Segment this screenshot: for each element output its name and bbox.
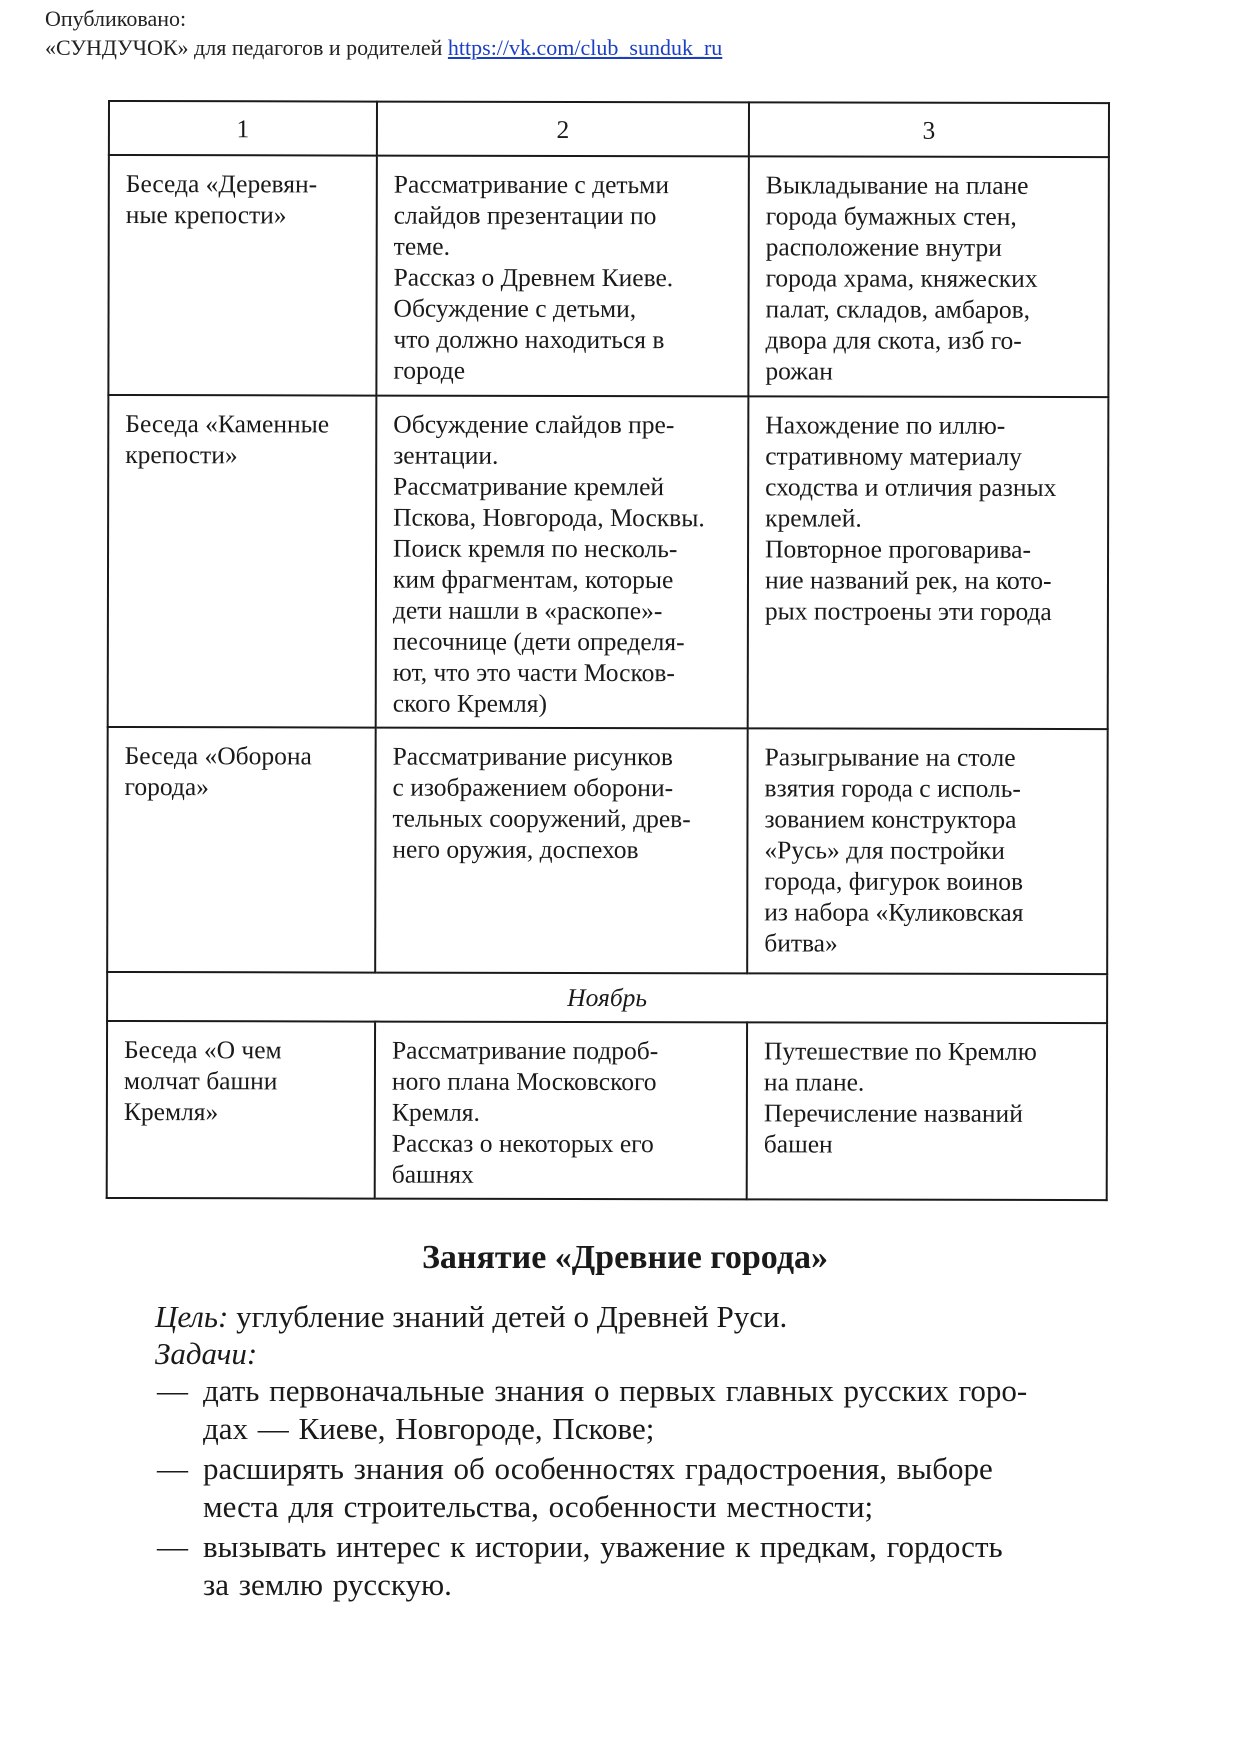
cell-line: взятия города с исполь-	[764, 773, 1021, 803]
cell-line: крепости»	[125, 440, 238, 470]
cell-line: песочнице (дети определя-	[392, 626, 685, 657]
table-row	[108, 155, 1109, 397]
page-header	[45, 4, 722, 62]
cell-line: Беседа «Деревян-	[125, 169, 318, 199]
cell-line: ного плана Московского	[391, 1066, 657, 1097]
cell-line: стративному материалу	[765, 441, 1022, 471]
cell-line: города бумажных стен,	[765, 201, 1017, 231]
goal-text: углубление знаний детей о Древней Руси.	[236, 1299, 788, 1334]
cell-line: кремлей.	[765, 503, 862, 533]
task-line: места для строительства, особенности местности;	[203, 1489, 874, 1524]
task-line: дать первоначальные знания о первых главных русских горо-	[203, 1373, 1028, 1408]
task-line: вызывать интерес к истории, уважение к предкам, гордость	[203, 1529, 1003, 1564]
cell-line: дети нашли в «раскопе»-	[392, 595, 663, 626]
cell-line: зентации.	[393, 440, 499, 470]
cell-line: Кремля.	[391, 1097, 480, 1127]
cell-line: тельных сооружений, древ-	[392, 803, 691, 834]
column-header-1: 1	[109, 101, 377, 156]
cell-line: Рассматривание с детьми	[393, 169, 670, 200]
cell-line: Перечисление названий	[763, 1098, 1023, 1128]
task-line: расширять знания об особенностях градостроения, выборе	[203, 1451, 993, 1486]
cell-line: города»	[124, 772, 209, 802]
task-item	[155, 1450, 1115, 1526]
cell-line: Рассматривание подроб-	[391, 1035, 659, 1066]
cell-line: него оружия, доспехов	[392, 834, 639, 865]
cell-line: теме.	[393, 231, 451, 261]
publisher-line	[45, 33, 722, 62]
cell-line: палат, складов, амбаров,	[765, 294, 1031, 324]
goal-label: Цель:	[155, 1299, 229, 1334]
cell-line: с изображением оборони-	[392, 772, 674, 803]
cell-line: ким фрагментам, которые	[392, 564, 674, 595]
cell-line: Беседа «О чем	[123, 1035, 282, 1065]
cell-line: Поиск кремля по несколь-	[393, 533, 678, 564]
cell-line: расположение внутри	[765, 232, 1002, 262]
table-cell	[376, 396, 749, 729]
month-row	[107, 972, 1107, 1023]
lesson-title: Занятие «Древние города»	[421, 1239, 829, 1276]
cell-line: города, фигурок воинов	[764, 866, 1024, 896]
cell-line: «Русь» для постройки	[764, 835, 1006, 865]
cell-line: Рассказ о Древнем Киеве.	[393, 262, 674, 293]
cell-line: рых построены эти города	[764, 596, 1052, 626]
task-item	[155, 1528, 1115, 1604]
task-item	[155, 1372, 1115, 1448]
task-line: дах — Киеве, Новгороде, Пскове;	[203, 1411, 655, 1446]
cell-line: на плане.	[763, 1067, 865, 1097]
table-cell	[108, 155, 377, 396]
table-cell	[375, 1022, 747, 1200]
cell-line: Обсуждение с детьми,	[393, 293, 637, 324]
cell-line: двора для скота, изб го-	[765, 325, 1022, 355]
column-header-2: 2	[377, 102, 749, 157]
cell-line: Беседа «Оборона	[124, 741, 312, 771]
activity-plan-table	[106, 100, 1110, 1201]
table-header-row	[109, 101, 1109, 157]
month-label: Ноябрь	[107, 972, 1107, 1023]
task-line: за землю русскую.	[203, 1567, 452, 1602]
table-cell	[747, 1022, 1107, 1200]
cell-line: ные крепости»	[125, 200, 287, 230]
cell-line: рожан	[765, 356, 833, 386]
dash-marker: —	[157, 1529, 188, 1564]
publisher-text: «СУНДУЧОК» для педагогов и родителей	[45, 35, 443, 60]
cell-line: Рассматривание рисунков	[392, 741, 673, 772]
cell-line: битва»	[764, 928, 838, 958]
table-cell	[376, 156, 749, 397]
cell-line: Разыгрывание на столе	[764, 742, 1016, 772]
cell-line: башен	[763, 1129, 833, 1159]
cell-line: что должно находиться в	[393, 324, 665, 355]
table-row	[107, 727, 1108, 974]
table-cell	[107, 727, 376, 973]
publisher-link[interactable]: https://vk.com/club_sunduk_ru	[447, 35, 723, 60]
cell-line: сходства и отличия разных	[765, 472, 1057, 502]
dash-marker: —	[157, 1373, 188, 1408]
cell-line: города храма, княжеских	[765, 263, 1038, 293]
cell-line: Выкладывание на плане	[765, 170, 1029, 200]
goal-paragraph	[155, 1298, 1115, 1335]
table-row	[107, 1021, 1107, 1200]
table-cell	[108, 395, 377, 728]
cell-line: городе	[393, 355, 466, 385]
table-row	[108, 395, 1109, 729]
lesson-section	[155, 1238, 1115, 1606]
cell-line: ского Кремля)	[392, 688, 548, 718]
column-header-3: 3	[749, 102, 1109, 157]
table-cell	[747, 728, 1108, 974]
cell-line: Рассказ о некоторых его	[391, 1128, 654, 1159]
table-cell	[748, 396, 1109, 729]
cell-line: ют, что это части Москов-	[392, 657, 675, 688]
cell-line: зованием конструктора	[764, 804, 1017, 834]
cell-line: Обсуждение слайдов пре-	[393, 409, 675, 440]
table-cell	[375, 728, 748, 974]
cell-line: Беседа «Каменные	[125, 409, 330, 439]
published-label: Опубликовано:	[45, 6, 187, 31]
table-cell	[107, 1021, 375, 1199]
tasks-label: Задачи:	[155, 1336, 258, 1371]
cell-line: ние названий рек, на кото-	[764, 565, 1052, 595]
table-cell	[748, 156, 1109, 397]
dash-marker: —	[157, 1451, 188, 1486]
cell-line: Пскова, Новгорода, Москвы.	[393, 502, 705, 533]
cell-line: из набора «Куликовская	[764, 897, 1024, 927]
cell-line: Нахождение по иллю-	[765, 410, 1006, 440]
cell-line: Путешествие по Кремлю	[763, 1036, 1037, 1066]
cell-line: Повторное проговарива-	[765, 534, 1032, 564]
cell-line: Рассматривание кремлей	[393, 471, 665, 502]
cell-line: молчат башни	[123, 1066, 278, 1096]
cell-line: башнях	[391, 1159, 474, 1189]
cell-line: Кремля»	[123, 1097, 219, 1127]
cell-line: слайдов презентации по	[393, 200, 657, 231]
